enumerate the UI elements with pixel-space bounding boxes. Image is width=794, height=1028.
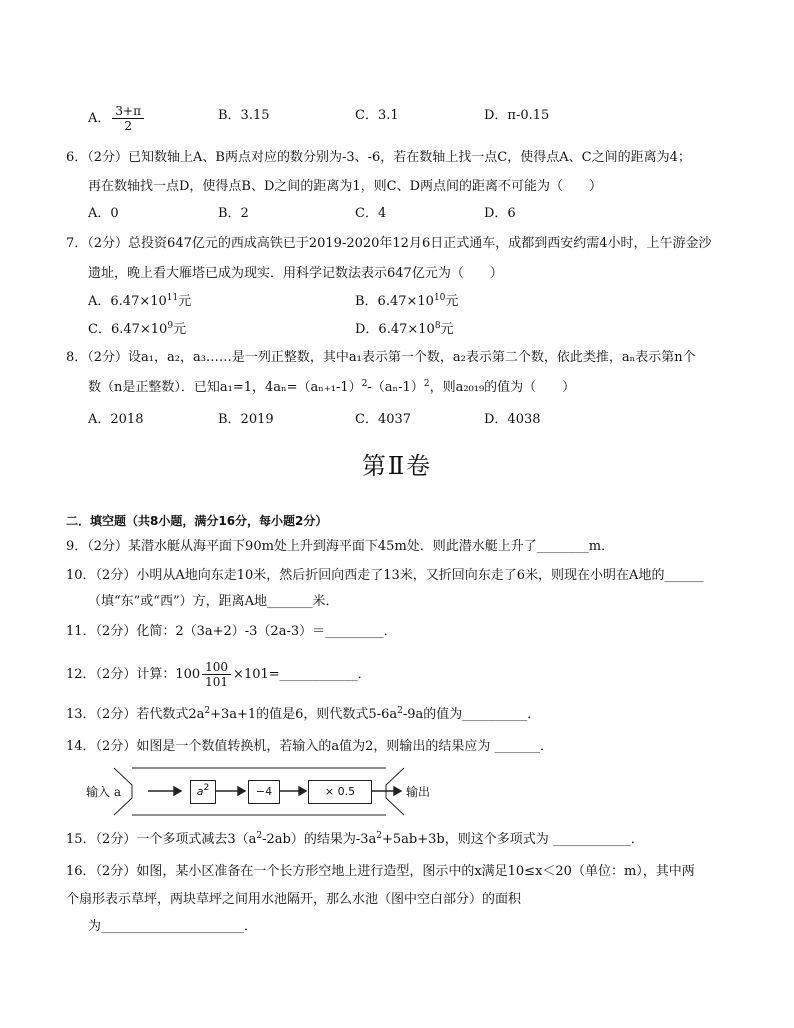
- variable: a: [196, 785, 204, 798]
- q12-stem: [66, 660, 371, 689]
- q6-stem-line2: 再在数轴找一点D，使得点B、D之间的距离为1，则C、D两点间的距离不可能为（ ）: [88, 179, 603, 194]
- option-unit: 元: [178, 294, 192, 309]
- exponent: 9: [167, 321, 174, 331]
- subtract-operation-box: −4: [248, 780, 280, 804]
- q7-option-b: [355, 292, 458, 312]
- q13-stem: [66, 705, 540, 725]
- q16-stem-line3: 为______________________．: [88, 919, 258, 934]
- q5-option-a-label: A．: [88, 111, 111, 126]
- section-heading: 二．填空题（共8小题，满分16分，每小题2分）: [66, 514, 328, 528]
- q8-option-a: A．2018: [88, 412, 144, 427]
- stem-text: -（aₙ-1）: [367, 380, 424, 395]
- stem-text: -2ab）的结果为-3a: [262, 832, 377, 847]
- fraction-numerator: 3+π: [112, 104, 144, 119]
- fraction-denominator: 101: [205, 675, 229, 689]
- q6-option-c: C．4: [355, 206, 387, 221]
- q7-stem-line1: 7．（2分）总投资647亿元的西成高铁已于2019-2020年12月6日正式通车，成都到西安约需4小时，上午游金沙: [66, 236, 712, 251]
- exponent: 2: [256, 831, 263, 841]
- option-text: B．6.47×10: [355, 294, 434, 309]
- stem-text: +3a+1的值是6，则代数式5-6a: [210, 707, 398, 722]
- q10-stem-line2: （填“东”或“西”）方，距离A地_______米．: [88, 594, 339, 609]
- q8-stem-line2: [88, 378, 575, 398]
- arrow-head-2: [238, 787, 245, 795]
- q5-option-c: C．3.1: [355, 108, 399, 123]
- arrow-head-3: [299, 787, 306, 795]
- q14-stem: 14．（2分）如图是一个数值转换机，若输入的a值为2，则输出的结果应为 _______．: [66, 739, 553, 754]
- q16-stem-line1: 16．（2分）如图，某小区准备在一个长方形空地上进行造型，图示中的x满足10≤x＜20（单位：m），其中两: [66, 864, 695, 879]
- conversion-machine-diagram: [86, 765, 446, 819]
- q7-option-d: [355, 320, 454, 340]
- volume-title: 第Ⅱ卷: [361, 452, 433, 480]
- option-unit: 元: [445, 294, 459, 309]
- q7-option-c: [88, 320, 186, 340]
- q8-option-c: C．4037: [355, 412, 412, 427]
- exponent: 2: [361, 379, 368, 389]
- option-text: D．6.47×10: [355, 322, 435, 337]
- stem-text: 13．（2分）若代数式2a: [66, 707, 205, 722]
- q6-option-d: D．6: [484, 206, 516, 221]
- q12-fraction: [202, 660, 231, 689]
- output-label: 输出: [406, 785, 431, 799]
- exponent: 11: [166, 293, 179, 303]
- exponent: 10: [433, 293, 446, 303]
- q5-option-a-fraction: [112, 104, 144, 133]
- exponent: 8: [434, 321, 441, 331]
- arrow-head-1: [174, 787, 181, 795]
- q7-option-a: [88, 292, 191, 312]
- fraction-denominator: 2: [124, 119, 132, 133]
- q15-stem: [66, 830, 644, 850]
- q5-option-a: [88, 104, 146, 133]
- arrow-head-4: [394, 787, 401, 795]
- stem-text: 15．（2分）一个多项式减去3（a: [66, 832, 257, 847]
- stem-text: ×101=____________．: [233, 667, 371, 682]
- input-label: 输入 a: [86, 785, 121, 799]
- exponent: 2: [204, 706, 211, 716]
- stem-text: 12．（2分）计算：100: [66, 667, 201, 682]
- q8-option-b: B．2019: [218, 412, 274, 427]
- stem-text: -9a的值为__________．: [402, 707, 541, 722]
- q6-stem-line1: 6．（2分）已知数轴上A、B两点对应的数分别为-3、-6，若在数轴上找一点C，使得点A、C之间的距离为4；: [66, 150, 691, 165]
- exponent: 2: [376, 831, 382, 841]
- option-unit: 元: [173, 322, 187, 337]
- q7-stem-line2: 遗址，晚上看大雁塔已成为现实．用科学记数法表示647亿元为（ ）: [88, 266, 503, 281]
- exponent: 2: [203, 783, 210, 793]
- q8-stem-line1: 8．（2分）设a₁，a₂，a₃……是一列正整数，其中a₁表示第一个数，a₂表示第二个数，依此类推，aₙ表示第n个: [66, 350, 696, 365]
- option-text: A．6.47×10: [88, 294, 167, 309]
- q5-option-d: D．π-0.15: [484, 108, 550, 123]
- q6-option-a: A．0: [88, 206, 119, 221]
- multiply-operation-box: × 0.5: [308, 780, 372, 804]
- q6-option-b: B．2: [218, 206, 249, 221]
- exponent: 2: [423, 379, 430, 389]
- q16-stem-line2: 个扇形表示草坪，两块草坪之间用水池隔开，那么水池（图中空白部分）的面积: [66, 892, 522, 907]
- q9-stem: 9．（2分）某潜水艇从海平面下90m处上升到海平面下45m处．则此潜水艇上升了________m．: [66, 539, 615, 554]
- q5-option-b: B．3.15: [218, 108, 270, 123]
- option-unit: 元: [440, 322, 454, 337]
- fraction-numerator: 100: [202, 660, 231, 675]
- stem-text: 数（n是正整数）．已知a₁=1，4aₙ=（aₙ₊₁-1）: [88, 380, 362, 395]
- option-text: C．6.47×10: [88, 322, 168, 337]
- q11-stem: 11．（2分）化简：2（3a+2）-3（2a-3）＝_________．: [66, 624, 397, 639]
- stem-text: +5ab+3b，则这个多项式为 ____________．: [381, 832, 644, 847]
- stem-text: ，则a₂₀₁₉的值为（ ）: [429, 380, 576, 395]
- q10-stem-line1: 10．（2分）小明从A地向东走10米，然后折回向西走了13米，又折回向东走了6米，则现在小明在A地的______: [66, 568, 704, 583]
- exponent: 2: [397, 706, 403, 716]
- q8-option-d: D．4038: [484, 412, 541, 427]
- square-operation-box: [190, 780, 216, 804]
